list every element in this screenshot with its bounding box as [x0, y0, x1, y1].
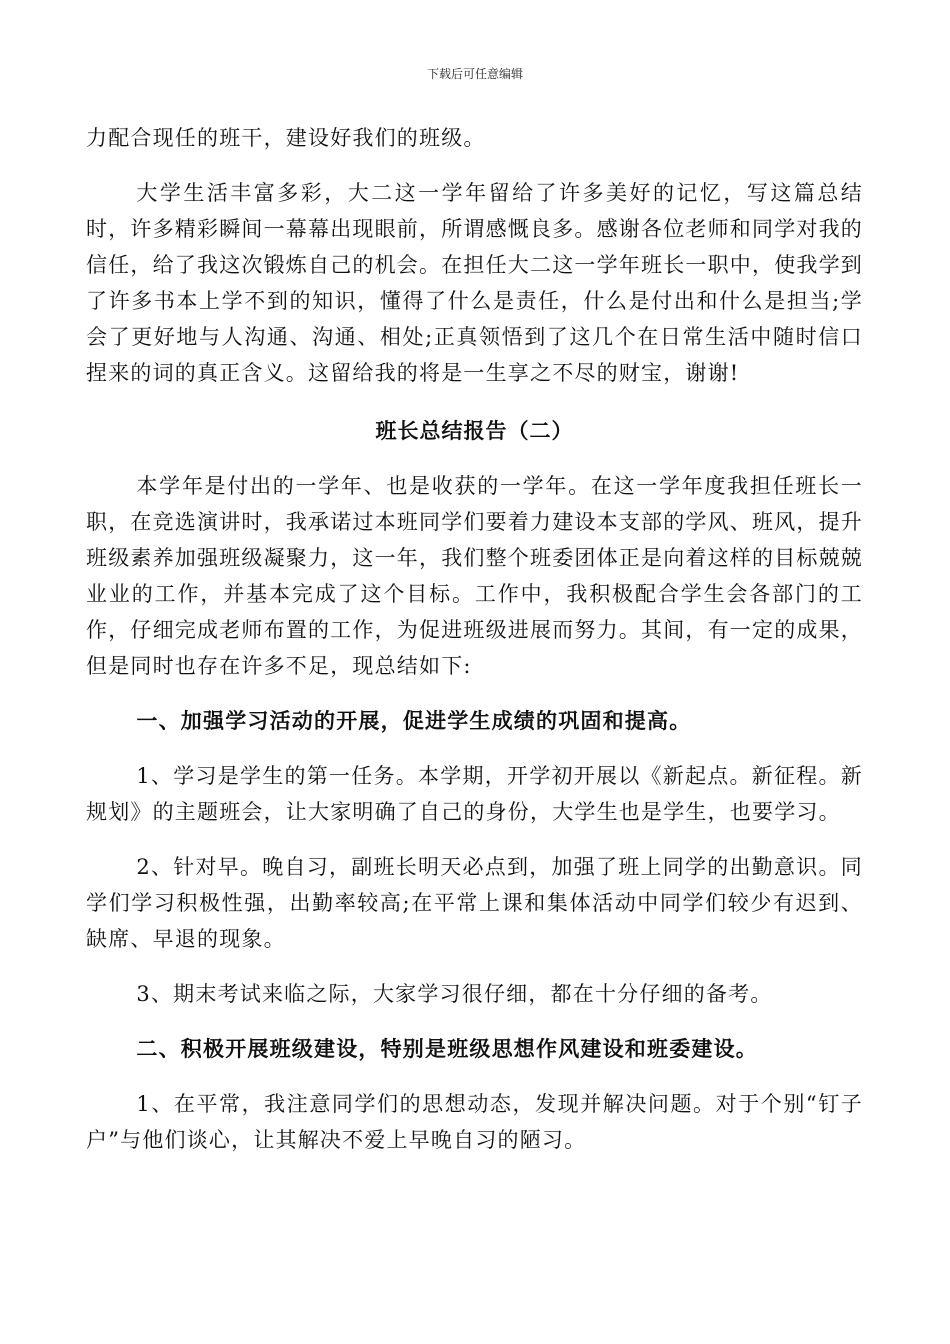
section-title: 班长总结报告（二）: [375, 418, 574, 443]
section-heading-1: 一、加强学习活动的开展，促进学生成绩的巩固和提高。: [136, 708, 692, 733]
list-item-3: 3、期末考试来临之际，大家学习很仔细，都在十分仔细的备考。: [136, 982, 773, 1006]
page-header: 下载后可任意编辑: [426, 67, 523, 81]
list-item-4: 1、在平常，我注意同学们的思想动态，发现并解决问题。对于个别“钉子户”与他们谈心，让其解决不爱上早晚自习的陋习。: [86, 1092, 863, 1152]
list-item-1: 1、学习是学生的第一任务。本学期，开学初开展以《新起点。新征程。新规划》的主题班会，让大家明确了自己的身份，大学生也是学生，也要学习。: [86, 764, 863, 824]
paragraph-continuation: 力配合现任的班干，建设好我们的班级。: [86, 126, 486, 150]
list-item-2: 2、针对早。晚自习，副班长明天必点到，加强了班上同学的出勤意识。同学们学习积极性强，出勤率较高;在平常上课和集体活动中同学们较少有迟到、缺席、早退的现象。: [86, 855, 863, 951]
paragraph-intro: 本学年是付出的一学年、也是收获的一学年。在这一学年度我担任班长一职，在竞选演讲时，我承诺过本班同学们要着力建设本支部的学风、班风，提升班级素养加强班级凝聚力，这一年，我们整个班委团体正是向着这样的目标兢兢业业的工作，并基本完成了这个目标。工作中，我积极配合学生会各部门的工作，仔细完成老师布置的工作，为促进班级进展而努力。其间，有一定的成果，但是同时也存在许多不足，现总结如下:: [86, 474, 863, 678]
paragraph-reflection: 大学生活丰富多彩，大二这一学年留给了许多美好的记忆，写这篇总结时，许多精彩瞬间一幕幕出现眼前，所谓感慨良多。感谢各位老师和同学对我的信任，给了我这次锻炼自己的机会。在担任大二这一学年班长一职中，使我学到了许多书本上学不到的知识，懂得了什么是责任，什么是付出和什么是担当;学会了更好地与人沟通、沟通、相处;正真领悟到了这几个在日常生活中随时信口捏来的词的真正含义。这留给我的将是一生享之不尽的财宝，谢谢!: [86, 181, 863, 385]
document-body: [86, 120, 863, 1158]
section-heading-2: 二、积极开展班级建设，特别是班级思想作风建设和班委建设。: [136, 1036, 758, 1061]
